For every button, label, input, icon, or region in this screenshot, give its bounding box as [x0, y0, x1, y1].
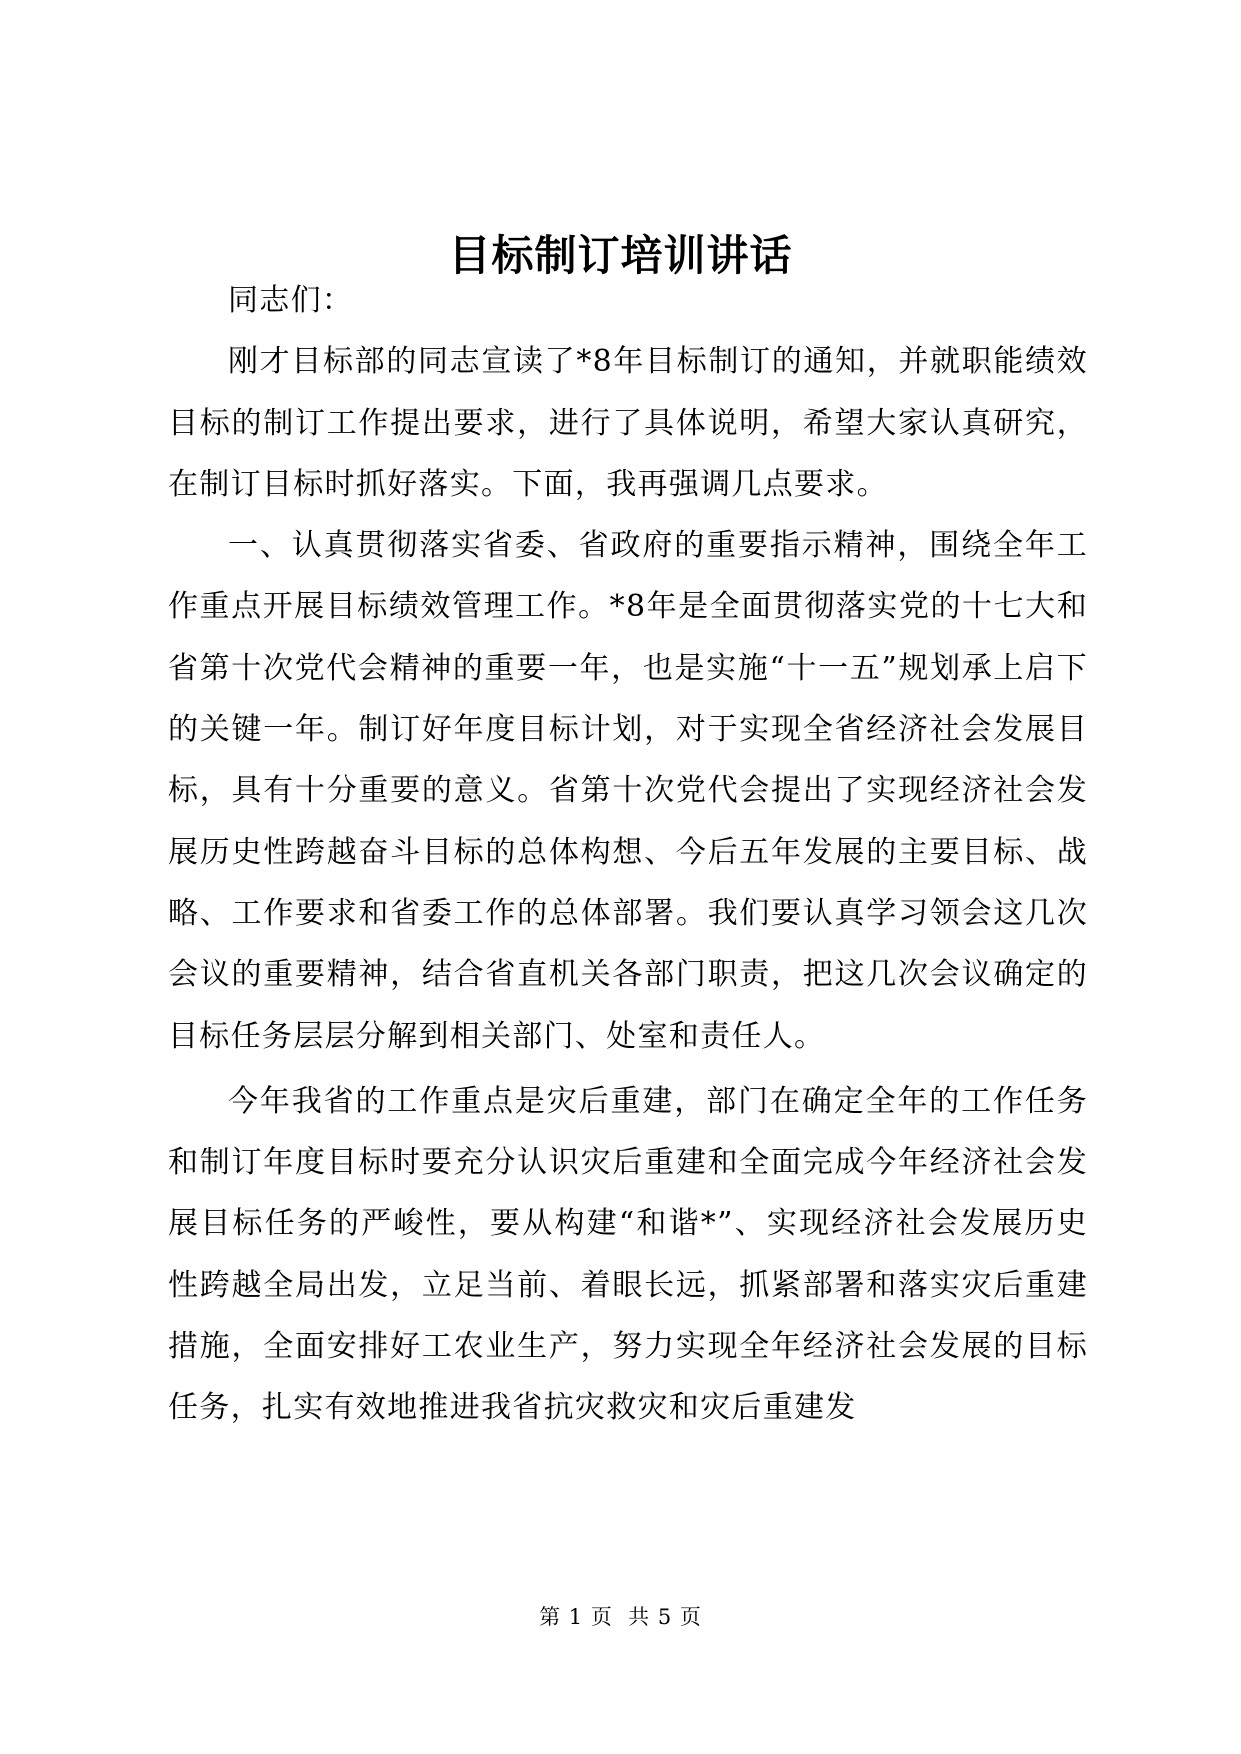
paragraph-3: 今年我省的工作重点是灾后重建，部门在确定全年的工作任务和制订年度目标时要充分认识灾后重建和全面完成今年经济社会发展目标任务的严峻性，要从构建“和谐*”、实现经济社会发展历史性跨越全局出发，立足当前、着眼长远，抓紧部署和落实灾后重建措施，全面安排好工农业生产，努力实现全年经济社会发展的目标任务，扎实有效地推进我省抗灾救灾和灾后重建发 [168, 1083, 1088, 1426]
page-number-label: 第 1 页 共 5 页 [539, 1605, 702, 1629]
document-body [168, 270, 1088, 1439]
page-footer [0, 1602, 1241, 1632]
paragraph-1: 刚才目标部的同志宣读了*8年目标制订的通知，并就职能绩效目标的制订工作提出要求，进行了具体说明，希望大家认真研究，在制订目标时抓好落实。下面，我再强调几点要求。 [168, 344, 1088, 502]
paragraph-2: 一、认真贯彻落实省委、省政府的重要指示精神，围绕全年工作重点开展目标绩效管理工作。*8年是全面贯彻落实党的十七大和省第十次党代会精神的重要一年，也是实施“十一五”规划承上启下的关键一年。制订好年度目标计划，对于实现全省经济社会发展目标，具有十分重要的意义。省第十次党代会提出了实现经济社会发展历史性跨越奋斗目标的总体构想、今后五年发展的主要目标、战略、工作要求和省委工作的总体部署。我们要认真学习领会这几次会议的重要精神，结合省直机关各部门职责，把这几次会议确定的目标任务层层分解到相关部门、处室和责任人。 [168, 528, 1088, 1054]
document-title: 目标制订培训讲话 [448, 231, 793, 280]
salutation: 同志们： [228, 283, 354, 318]
